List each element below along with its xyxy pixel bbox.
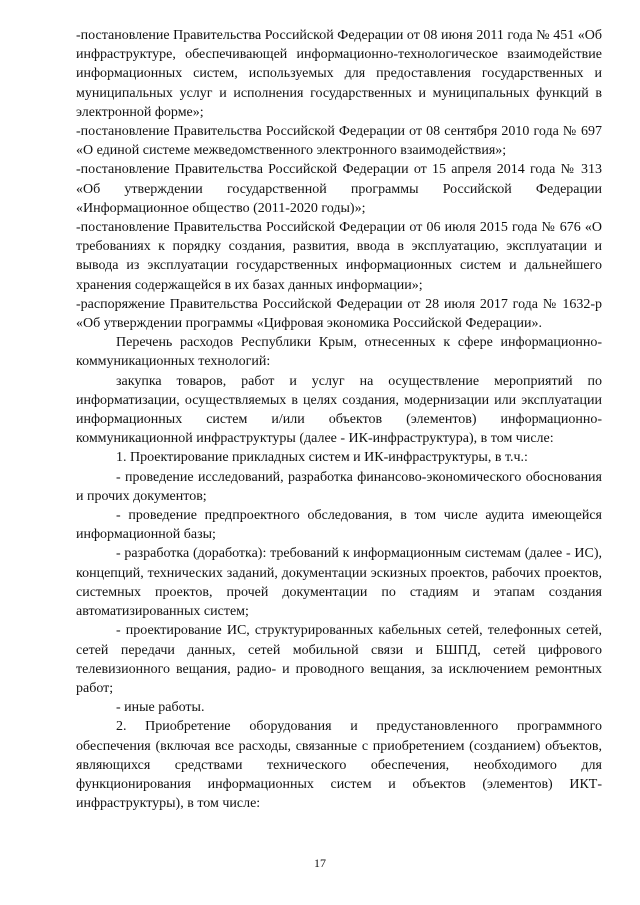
section-1-heading: 1. Проектирование прикладных систем и ИК-инфраструктуры, в т.ч.: — [116, 450, 528, 466]
document-body — [76, 26, 602, 813]
section-1-item: - проведение предпроектного обследования, в том числе аудита имеющейся информационной базы; — [76, 508, 602, 543]
section-1-item: - иные работы. — [116, 700, 205, 716]
section-1-item: - проведение исследований, разработка финансово-экономического обоснования и прочих документов; — [76, 469, 602, 504]
legal-act-item: -постановление Правительства Российской Федерации от 15 апреля 2014 года № 313 «Об утверждении государственной программы Российской Федерации «Информационное общество (2011-2020 годы)»; — [76, 162, 602, 216]
page-number: 17 — [314, 856, 326, 870]
expenses-intro-paragraph: Перечень расходов Республики Крым, отнесенных к сфере информационно-коммуникационных технологий: — [76, 335, 602, 370]
section-2-paragraph: 2. Приобретение оборудования и предустановленного программного обеспечения (включая все расходы, связанные с приобретением (созданием) объектов, являющихся средствами технического обеспечения, необходимого для функционирования информационных систем и объектов (элементов) ИКТ-инфраструктуры), в том числе: — [76, 719, 602, 812]
legal-act-item: -постановление Правительства Российской Федерации от 06 июля 2015 года № 676 «О требованиях к порядку создания, развития, ввода в эксплуатацию, эксплуатации и вывода из эксплуатации государственных информационных систем и дальнейшего хранения содержащейся в их базах данных информации»; — [76, 220, 602, 293]
legal-act-item: -постановление Правительства Российской Федерации от 08 сентября 2010 года № 697 «О единой системе межведомственного электронного взаимодействия»; — [76, 124, 602, 159]
procurement-paragraph: закупка товаров, работ и услуг на осуществление мероприятий по информатизации, осуществляемых в целях создания, модернизации или эксплуатации информационных систем и/или объектов (элементов) информационно-коммуникационной инфраструктуры (далее - ИК-инфраструктура), в том числе: — [76, 373, 602, 447]
section-1-item: - разработка (доработка): требований к информационным системам (далее - ИС), концепций, технических заданий, документации эскизных проектов, рабочих проектов, системных проектов, прочей документации по стадиям и этапам создания автоматизированных систем; — [76, 546, 602, 620]
section-1-item: - проектирование ИС, структурированных кабельных сетей, телефонных сетей, сетей передачи данных, сетей мобильной связи и БШПД, сетей цифрового телевизионного вещания, радио- и проводного вещания, за исключением ремонтных работ; — [76, 623, 602, 696]
legal-act-item: -распоряжение Правительства Российской Федерации от 28 июля 2017 года № 1632-р «Об утверждении программы «Цифровая экономика Российской Федерации». — [76, 296, 602, 332]
legal-act-item: -постановление Правительства Российской Федерации от 08 июня 2011 года № 451 «Об инфраструктуре, обеспечивающей информационно-технологическое взаимодействие информационных систем, используемых для предоставления государственных и муниципальных услуг и исполнения государственных и муниципальных функций в электронной форме»; — [76, 28, 602, 120]
